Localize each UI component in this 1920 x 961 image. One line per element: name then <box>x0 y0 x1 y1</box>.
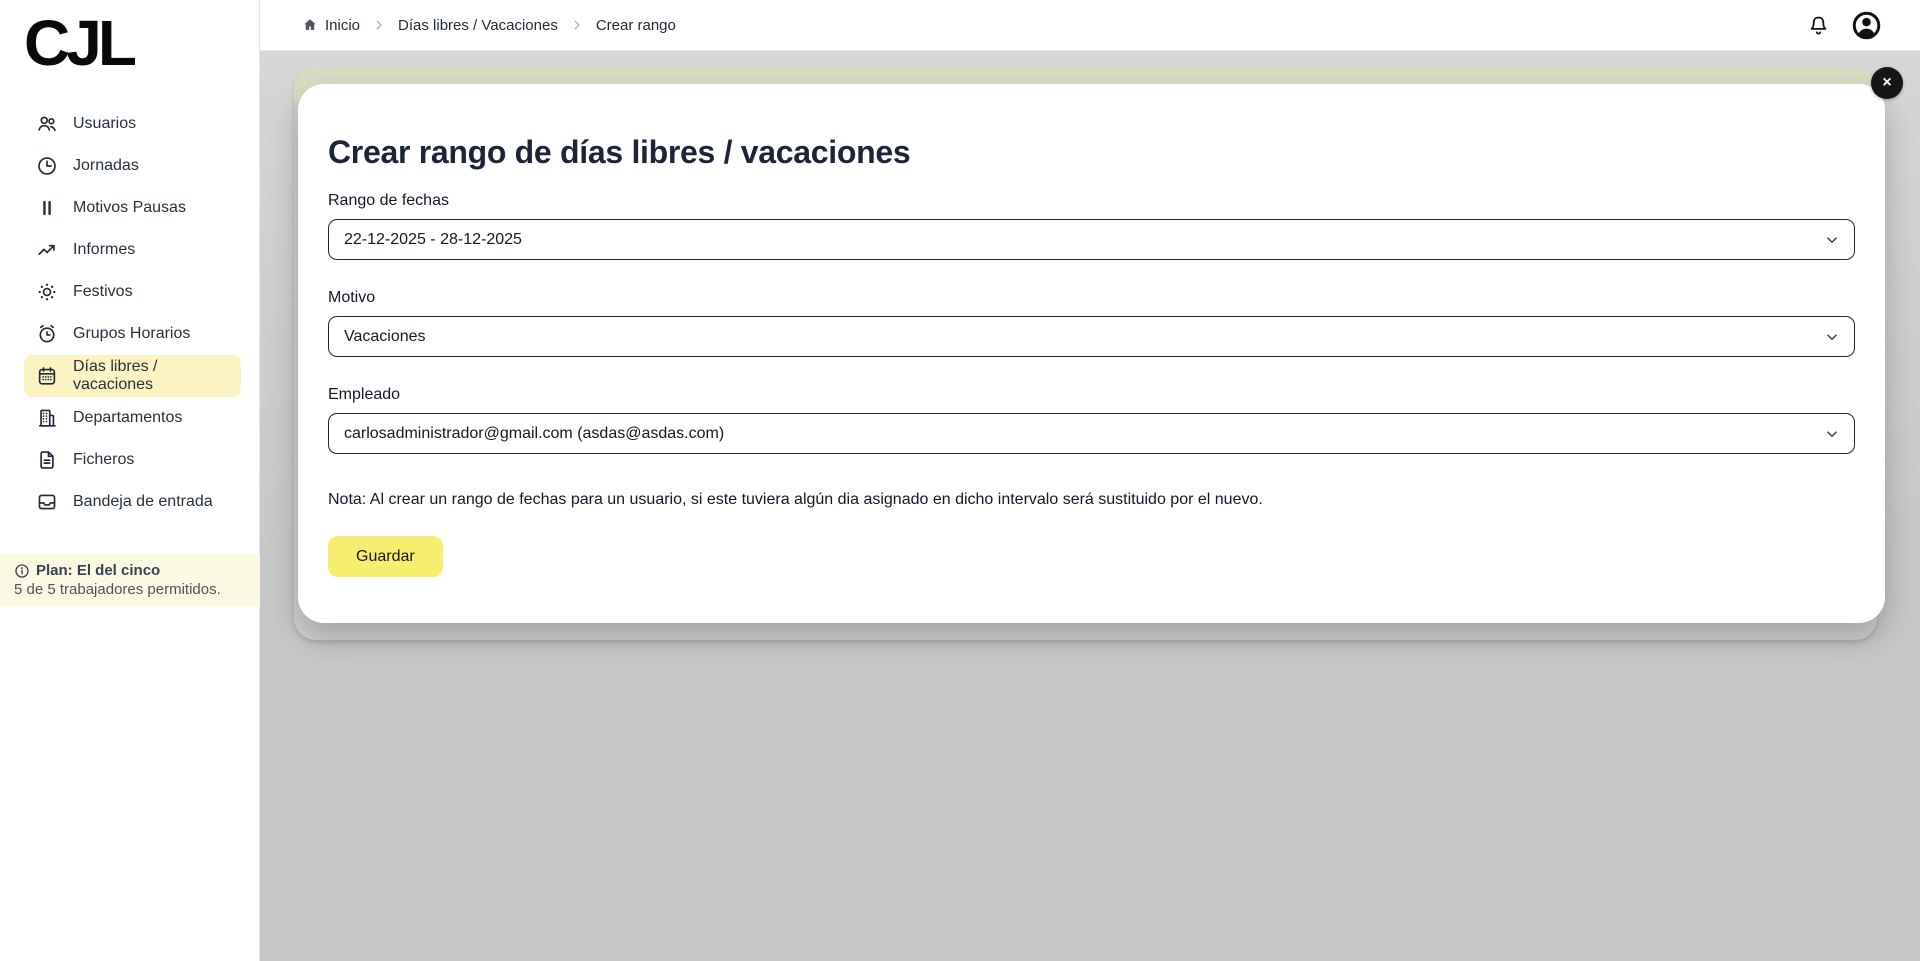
field-label-rango-de-fechas: Rango de fechas <box>328 192 449 209</box>
field-label-motivo: Motivo <box>328 289 376 306</box>
sidebar-item-festivos[interactable] <box>24 271 241 313</box>
plan-subtitle: 5 de 5 trabajadores permitidos. <box>14 581 221 598</box>
file-icon <box>36 449 58 471</box>
empleado-select-value: carlosadministrador@gmail.com (asdas@asdas.com) <box>344 424 725 442</box>
sidebar-item-label: Ficheros <box>73 451 135 468</box>
bell-icon[interactable] <box>1806 13 1831 38</box>
sidebar-item-label: Festivos <box>73 283 133 300</box>
sidebar-item-label: Usuarios <box>73 115 137 132</box>
home-icon <box>302 17 318 33</box>
content-area <box>260 51 1920 961</box>
users-icon <box>36 113 58 135</box>
breadcrumb-inicio[interactable]: Inicio <box>302 17 360 34</box>
chevron-right-icon <box>570 18 584 32</box>
pause-icon <box>36 197 58 219</box>
sidebar-item-label: Grupos Horarios <box>73 325 191 342</box>
trending-up-icon <box>36 239 58 261</box>
calendar-icon <box>36 365 58 387</box>
modal-title: Crear rango de días libres / vacaciones <box>328 134 911 170</box>
date-range-select[interactable] <box>328 219 1855 260</box>
sidebar-item-label: Días libres / vacaciones <box>73 358 158 393</box>
motivo-select[interactable] <box>328 316 1855 357</box>
field-label-empleado: Empleado <box>328 386 401 403</box>
plan-title: Plan: El del cinco <box>36 562 161 579</box>
sidebar <box>0 0 260 961</box>
app-logo[interactable]: CJL <box>24 7 133 79</box>
sidebar-item-informes[interactable] <box>24 229 241 271</box>
date-range-select-value: 22-12-2025 - 28-12-2025 <box>344 230 522 248</box>
building-icon <box>36 407 58 429</box>
topbar-icons <box>1806 10 1882 41</box>
breadcrumb-dias-libres[interactable]: Días libres / Vacaciones <box>398 16 558 34</box>
chevron-down-icon <box>1823 231 1841 249</box>
plan-info-box <box>0 554 260 607</box>
sidebar-item-ficheros[interactable] <box>24 439 241 481</box>
sidebar-item-grupos-horarios[interactable] <box>24 313 241 355</box>
sidebar-item-label: Departamentos <box>73 409 183 426</box>
clock-icon <box>36 155 58 177</box>
chevron-down-icon <box>1823 425 1841 443</box>
sidebar-item-usuarios[interactable] <box>24 103 241 145</box>
sidebar-item-motivos-pausas[interactable] <box>24 187 241 229</box>
inbox-icon <box>36 491 58 513</box>
sidebar-item-label: Jornadas <box>73 157 139 174</box>
sidebar-nav <box>0 103 259 523</box>
close-modal-button[interactable]: × <box>1871 67 1903 99</box>
alarm-clock-icon <box>36 323 58 345</box>
empleado-select[interactable] <box>328 413 1855 454</box>
sidebar-item-departamentos[interactable] <box>24 397 241 439</box>
sidebar-item-label: Bandeja de entrada <box>73 493 213 510</box>
sidebar-item-bandeja-de-entrada[interactable] <box>24 481 241 523</box>
motivo-select-value: Vacaciones <box>344 327 426 345</box>
chevron-right-icon <box>372 18 386 32</box>
sidebar-item-label: Motivos Pausas <box>73 199 186 216</box>
user-avatar-icon[interactable] <box>1851 10 1882 41</box>
info-icon <box>14 563 30 579</box>
breadcrumb <box>302 17 676 34</box>
top-bar <box>260 0 1920 51</box>
note-text: Nota: Al crear un rango de fechas para un usuario, si este tuviera algún dia asignado en dicho intervalo será sustituido por el nuevo. <box>328 491 1263 508</box>
create-range-modal <box>298 84 1885 623</box>
sidebar-item-dias-libres-vacaciones[interactable] <box>24 355 241 397</box>
breadcrumb-crear-rango: Crear rango <box>595 16 676 34</box>
sun-icon <box>36 281 58 303</box>
sidebar-item-jornadas[interactable] <box>24 145 241 187</box>
chevron-down-icon <box>1823 328 1841 346</box>
sidebar-item-label: Informes <box>73 241 136 258</box>
save-button[interactable]: Guardar <box>328 536 443 577</box>
